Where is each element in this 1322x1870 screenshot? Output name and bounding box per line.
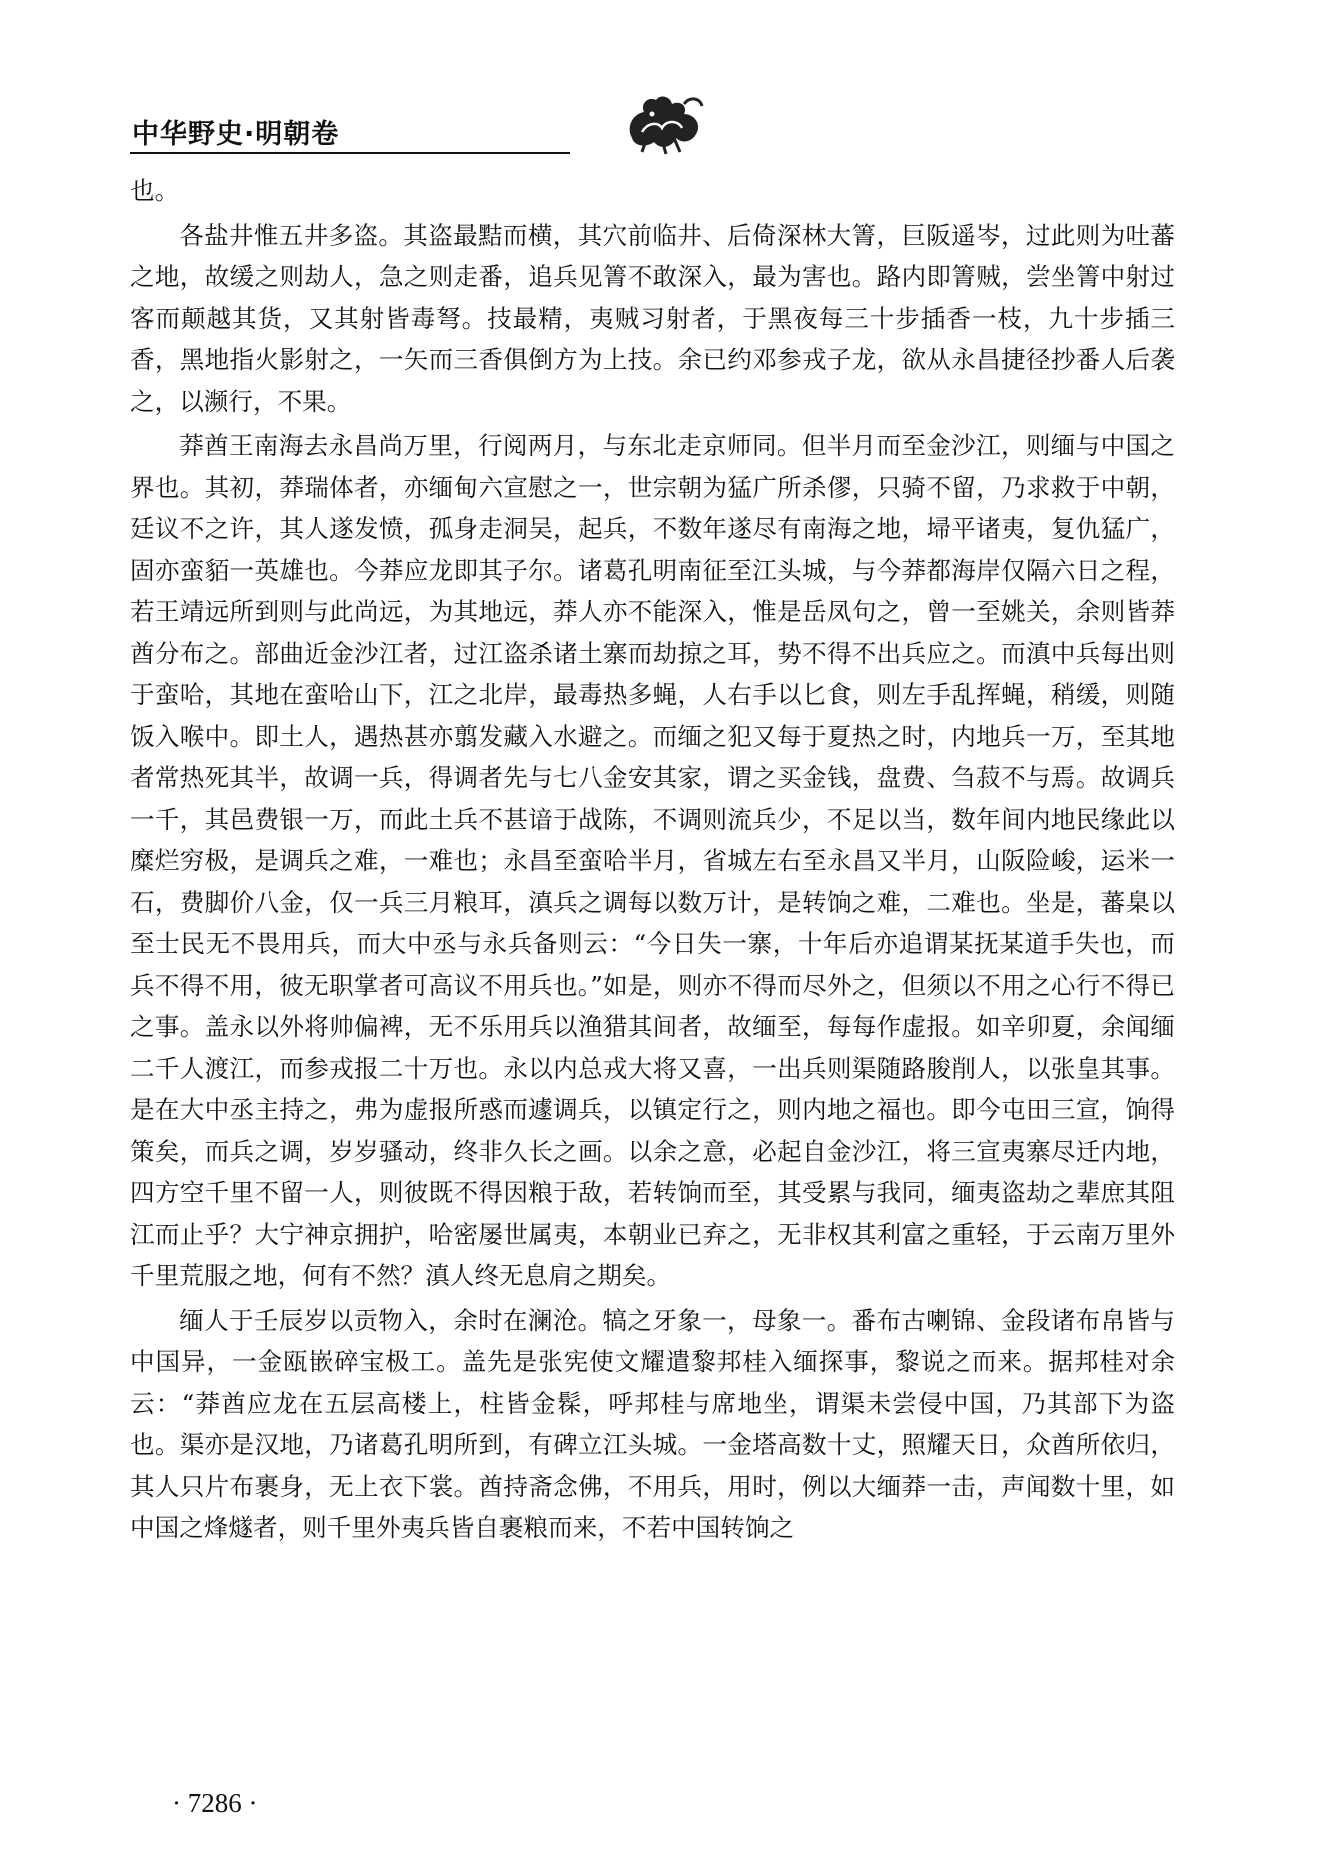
paragraph-continuation: 也。 bbox=[130, 176, 180, 205]
running-header bbox=[130, 92, 1162, 156]
body-text bbox=[130, 170, 1175, 1549]
paragraph: 缅人于壬辰岁以贡物入，余时在澜沧。犒之牙象一，母象一。番布古喇锦、金段诸布帛皆与中国异，一金瓯嵌碎宝极工。盖先是张宪使文耀遣黎邦桂入缅探事，黎说之而来。据邦桂对余云：“莽酋应龙在五层高楼上，柱皆金髹，呼邦桂与席地坐，谓渠未尝侵中国，乃其部下为盗也。渠亦是汉地，乃诸葛孔明所到，有碑立江头城。一金塔高数十丈，照耀天日，众酋所依归，其人只片布裹身，无上衣下裳。酋持斋念佛，不用兵，用时，例以大缅莽一击，声闻数十里，如中国之烽燧者，则千里外夷兵皆自裹粮而来，不若中国转饷之 bbox=[130, 1305, 1175, 1542]
header-rule bbox=[130, 152, 570, 154]
dragon-icon bbox=[622, 92, 708, 156]
book-title: 中华野史·明朝卷 bbox=[132, 119, 340, 150]
paragraph: 莽酋王南海去永昌尚万里，行阅两月，与东北走京师同。但半月而至金沙江，则缅与中国之界也。其初，莽瑞体者，亦缅甸六宣慰之一，世宗朝为猛广所杀僇，只骑不留，乃求救于中朝，廷议不之许，其人遂发愤，孤身走洞吴，起兵，不数年遂尽有南海之地，埽平诸夷，复仇猛广，固亦蛮貊一英雄也。今莽应龙即其子尔。诸葛孔明南征至江头城，与今莽都海岸仅隔六日之程，若王靖远所到则与此尚远，为其地远，莽人亦不能深入，惟是岳凤句之，曾一至姚关，余则皆莽酋分布之。部曲近金沙江者，过江盗杀诸土寨而劫掠之耳，势不得不出兵应之。而滇中兵每出则于蛮哈，其地在蛮哈山下，江之北岸，最毒热多蝇，人右手以匕食，则左手乱挥蝇，稍缓，则随饭入喉中。即土人，遇热甚亦翦发藏入水避之。而缅之犯又每于夏热之时，内地兵一万，至其地者常热死其半，故调一兵，得调者先与七八金安其家，谓之买金钱，盘费、刍菽不与焉。故调兵一千，其邑费银一万，而此土兵不甚谙于战陈，不调则流兵少，不足以当，数年间内地民缘此以糜烂穷极，是调兵之难，一难也；永昌至蛮哈半月，省城左右至永昌又半月，山阪险峻，运米一石，费脚价八金，仅一兵三月粮耳，滇兵之调每以数万计，是转饷之难，二难也。坐是，蕃臬以至士民无不畏用兵，而大中丞与永兵备则云：“今日失一寨，十年后亦追谓某抚某道手失也，而兵不得不用，彼无职掌者可高议不用兵也。”如是，则亦不得而尽外之，但须以不用之心行不得已之事。盖永以外将帅偏裨，无不乐用兵以渔猎其间者，故缅至，每每作虚报。如辛卯夏，余闻缅二千人渡江，而参戎报二十万也。永以内总戎大将又喜，一出兵则渠随路朘削人，以张皇其事。是在大中丞主持之，弗为虚报所惑而遽调兵，以镇定行之，则内地之福也。即今屯田三宣，饷得策矣，而兵之调，岁岁骚动，终非久长之画。以余之意，必起自金沙江，将三宣夷寨尽迁内地，四方空千里不留一人，则彼既不得因粮于敌，若转饷而至，其受累与我同，缅夷盗劫之辈庶其阻江而止乎？大宁神京拥护，哈密屡世属夷，本朝业已弃之，无非权其利富之重轻，于云南万里外千里荒服之地，何有不然？滇人终无息肩之期矣。 bbox=[130, 431, 1175, 1290]
page-number: · 7286 · bbox=[172, 1788, 258, 1818]
paragraph: 各盐井惟五井多盗。其盗最黠而横，其穴前临井、后倚深林大箐，巨阪遥岑，过此则为吐蕃之地，故缓之则劫人，急之则走番，追兵见箐不敢深入，最为害也。路内即箐贼，尝坐箐中射过客而颠越其货，又其射皆毒弩。技最精，夷贼习射者，于黑夜每三十步插香一枝，九十步插三香，黑地指火影射之，一矢而三香俱倒方为上技。余已约邓参戎子龙，欲从永昌捷径抄番人后袭之，以濒行，不果。 bbox=[130, 220, 1175, 416]
